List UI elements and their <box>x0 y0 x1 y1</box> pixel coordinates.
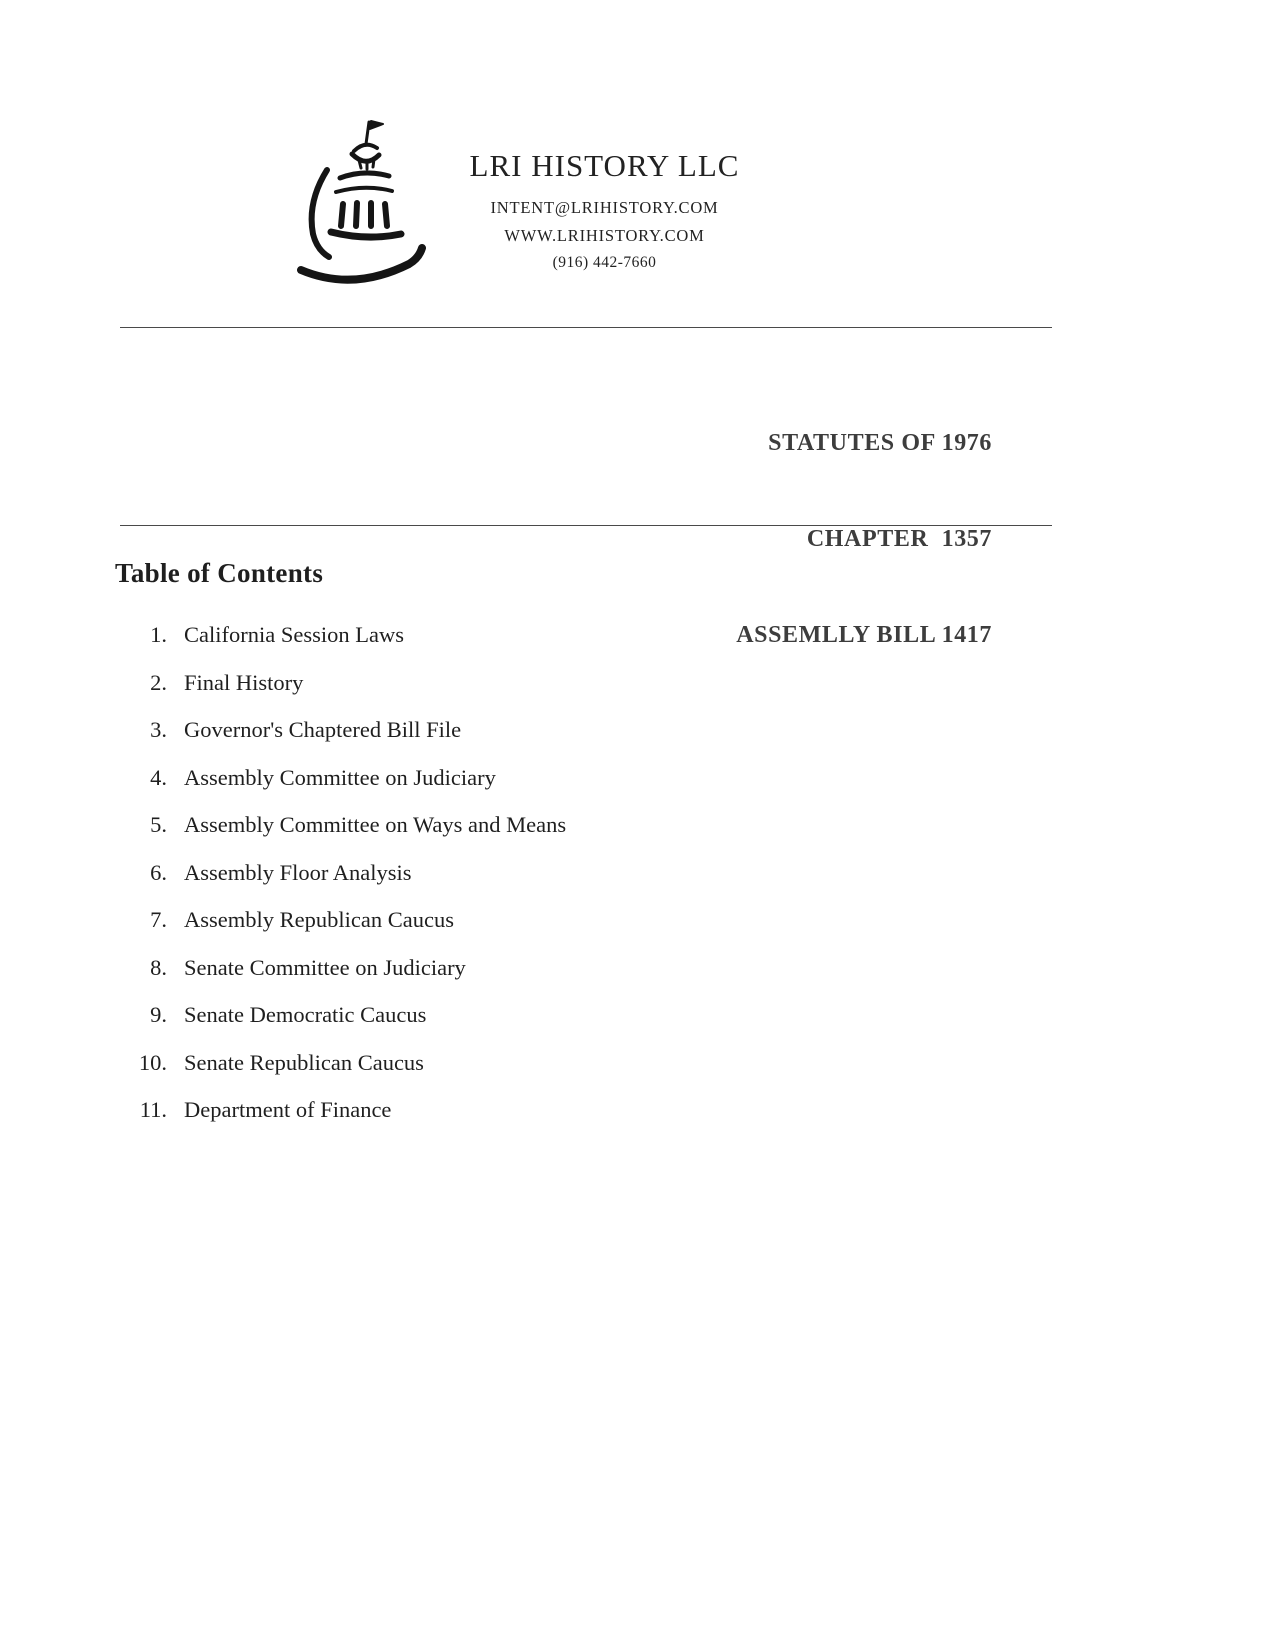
company-email: INTENT@LRIHISTORY.COM <box>490 198 719 217</box>
toc-item-number: 1. <box>150 622 167 647</box>
toc-item-label: California Session Laws <box>184 622 404 647</box>
assembly-bill-line: ASSEMLLY BILL 1417 <box>736 622 992 648</box>
toc-item <box>115 1097 566 1124</box>
toc-item-number: 6. <box>150 859 167 885</box>
toc-item-number: 2. <box>150 669 167 695</box>
statutes-line: STATUTES OF 1976 <box>768 430 992 456</box>
toc-item-label: Final History <box>184 669 304 695</box>
toc-item-number: 7. <box>150 907 167 932</box>
toc-title: Table of Contents <box>115 558 324 588</box>
capitol-building-sketch-icon <box>293 118 433 288</box>
toc-item <box>115 860 566 887</box>
toc-item-label: Department of Finance <box>184 1097 392 1122</box>
toc-item-label: Assembly Committee on Judiciary <box>184 764 496 790</box>
statute-reference-block <box>736 368 992 710</box>
toc-item-label: Senate Republican Caucus <box>184 1049 424 1075</box>
toc-item-number: 9. <box>150 1002 167 1027</box>
toc-item-number: 3. <box>150 717 167 742</box>
toc-item-number: 8. <box>150 954 167 980</box>
toc-item <box>115 955 566 982</box>
toc-item-label: Assembly Republican Caucus <box>184 907 454 932</box>
toc-item <box>115 1050 566 1077</box>
toc-item <box>115 1002 566 1029</box>
divider-top <box>120 327 1052 328</box>
toc-item-label: Assembly Floor Analysis <box>184 859 412 885</box>
toc-item-number: 11. <box>139 1097 167 1122</box>
toc-item-label: Senate Committee on Judiciary <box>184 954 466 980</box>
toc-item-number: 10. <box>138 1049 167 1075</box>
company-phone: (916) 442-7660 <box>552 254 657 271</box>
toc-item-label: Assembly Committee on Ways and Means <box>184 812 567 837</box>
toc-item <box>115 907 566 934</box>
toc-item <box>115 812 566 839</box>
company-info <box>432 148 777 272</box>
toc-list <box>115 622 566 1145</box>
toc-item <box>115 717 566 744</box>
toc-item <box>115 622 566 649</box>
toc-item <box>115 670 566 697</box>
toc-item-number: 5. <box>150 812 167 837</box>
toc-item-label: Senate Democratic Caucus <box>184 1002 427 1027</box>
toc-item <box>115 765 566 792</box>
chapter-line: CHAPTER 1357 <box>806 526 992 552</box>
toc-item-number: 4. <box>150 764 167 790</box>
company-website: WWW.LRIHISTORY.COM <box>504 226 705 245</box>
company-name: LRI HISTORY LLC <box>469 148 740 183</box>
toc-item-label: Governor's Chaptered Bill File <box>184 717 462 742</box>
